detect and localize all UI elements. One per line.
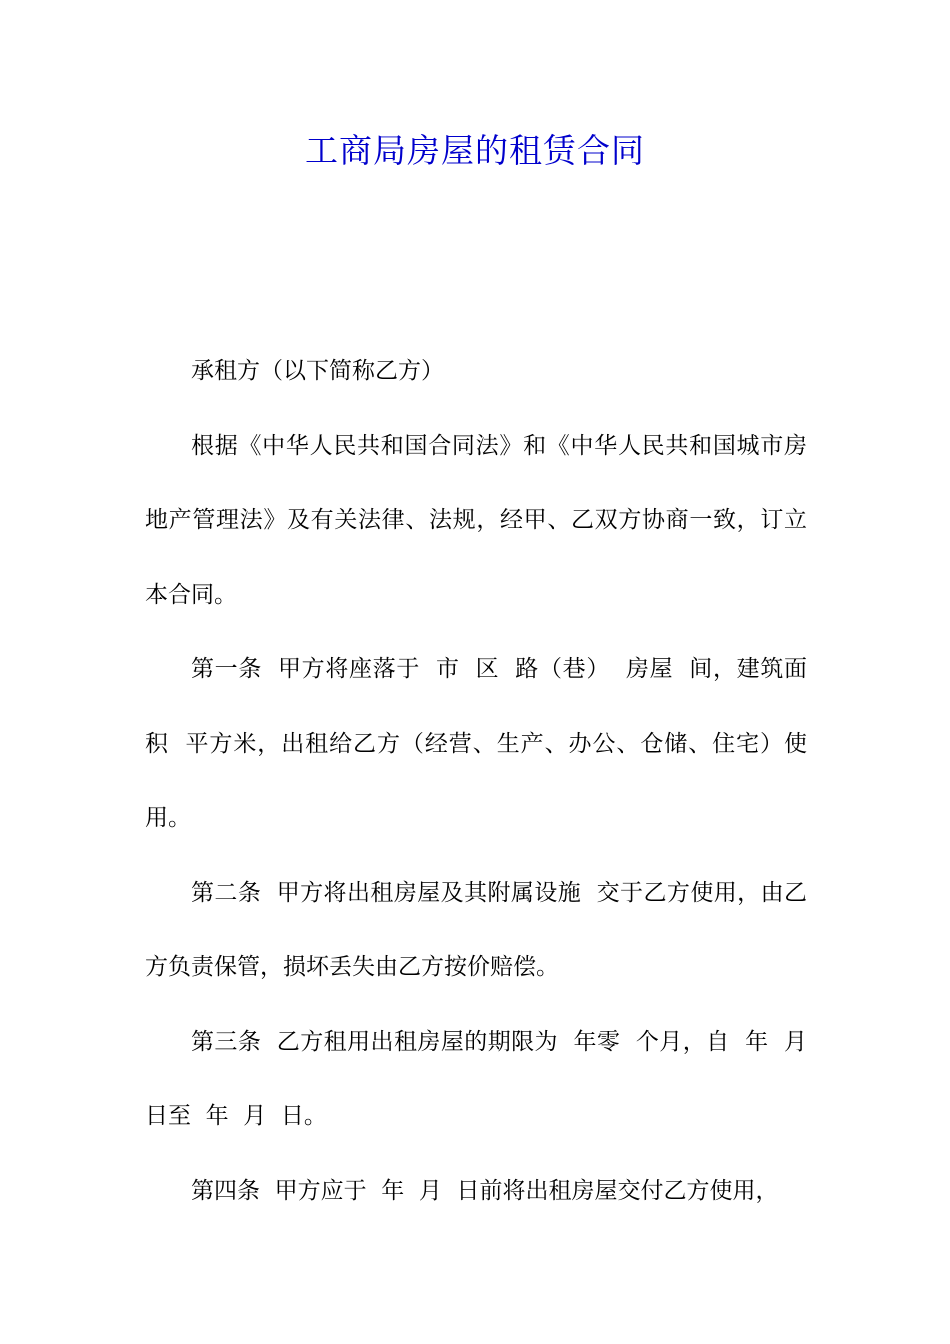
document-title: 工商局房屋的租赁合同 [305, 131, 645, 170]
paragraph-article-3: 第三条 乙方租用出租房屋的期限为 年零 个月，自 年 月日至 年 月 日。 [145, 1028, 807, 1129]
paragraph-article-4: 第四条 甲方应于 年 月 日前将出租房屋交付乙方使用， [191, 1177, 779, 1204]
paragraph-article-1: 第一条 甲方将座落于 市 区 路（巷） 房屋 间，建筑面积 平方米，出租给乙方（经营、生产、办公、仓储、住宅）使用。 [145, 656, 807, 831]
document-body [145, 334, 807, 1228]
paragraph-preamble: 根据《中华人民共和国合同法》和《中华人民共和国城市房地产管理法》及有关法律、法规，经甲、乙双方协商一致，订立本合同。 [145, 432, 807, 608]
paragraph-lessee: 承租方（以下简称乙方） [191, 358, 444, 384]
paragraph-article-2: 第二条 甲方将出租房屋及其附属设施 交于乙方使用，由乙方负责保管，损坏丢失由乙方按价赔偿。 [145, 879, 807, 980]
